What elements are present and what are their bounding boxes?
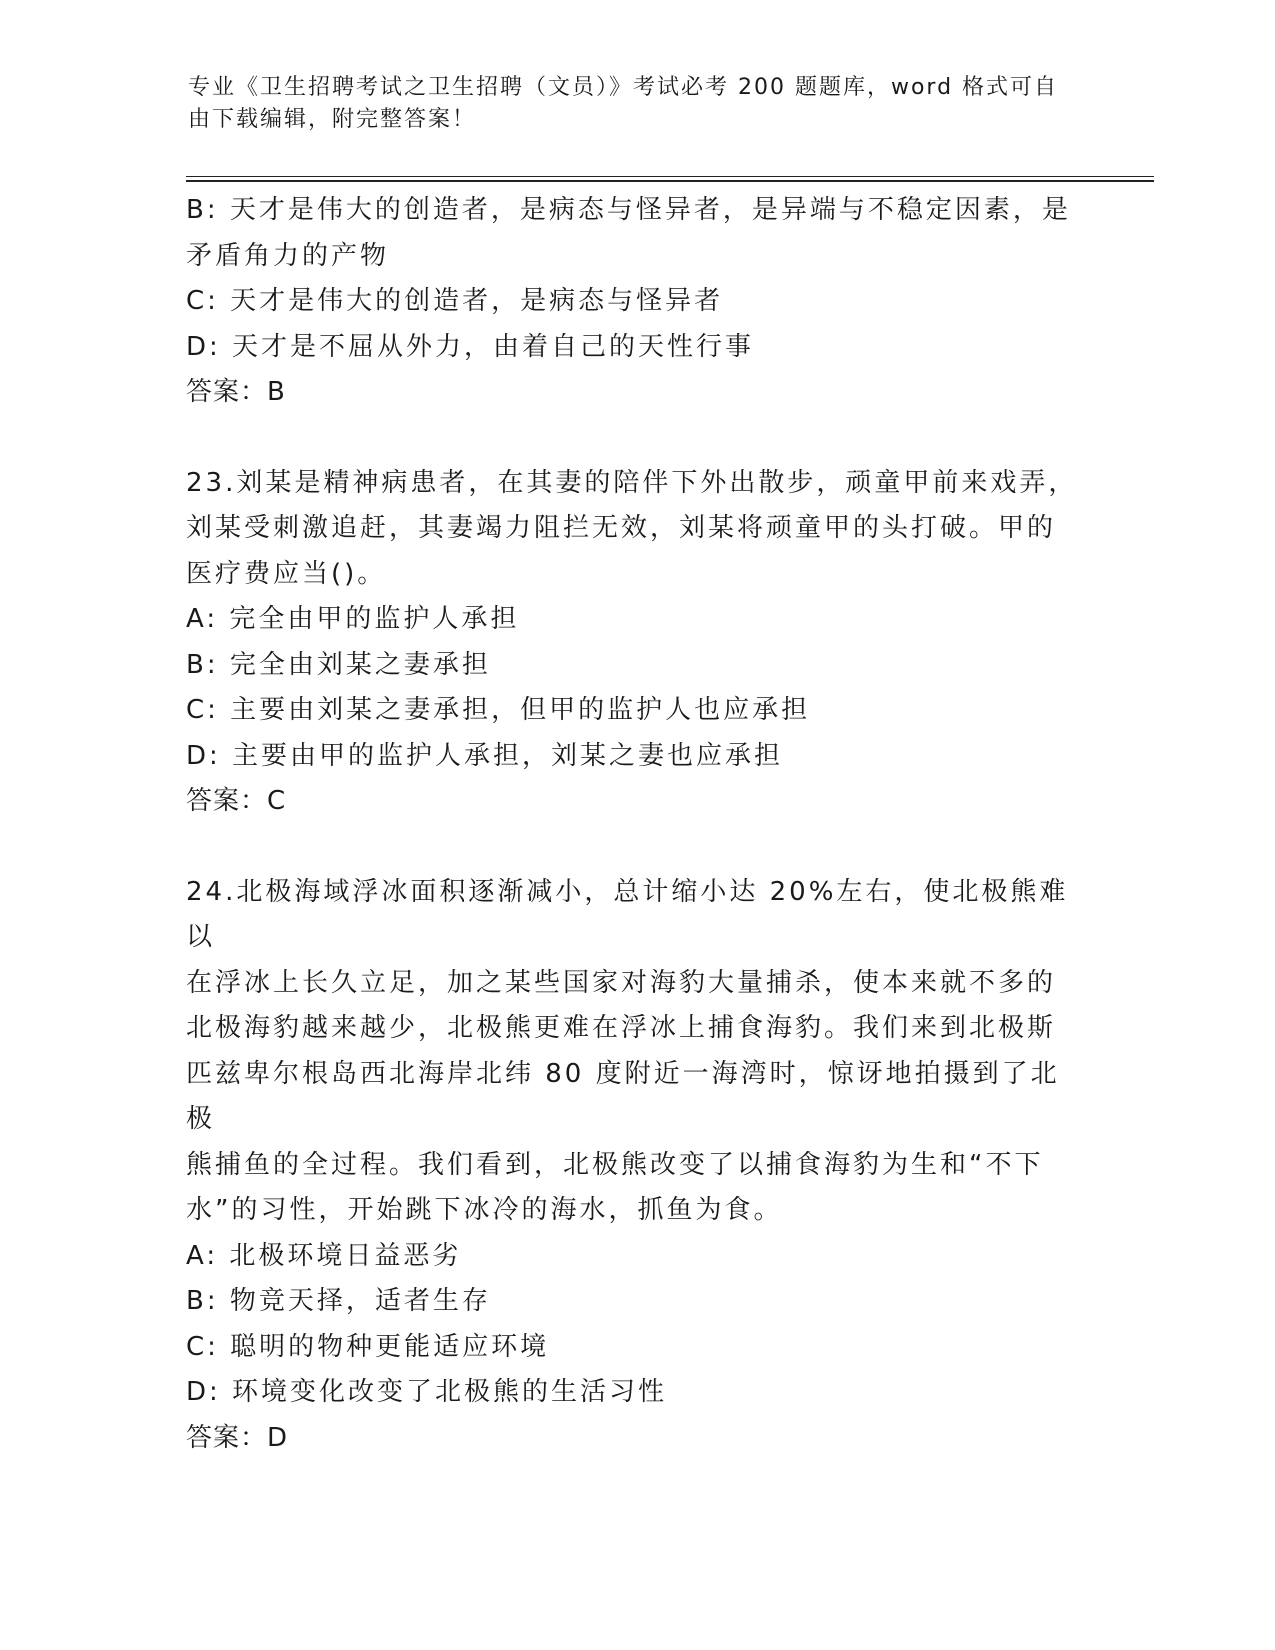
answer-label: 答案：D	[186, 1422, 289, 1453]
option-d: D: 天才是不屈从外力，由着自己的天性行事	[186, 331, 755, 362]
question-23	[186, 461, 1086, 825]
page-header	[188, 72, 1068, 136]
question-24	[186, 870, 1086, 1462]
header-divider	[186, 176, 1154, 182]
question-stem-line: 水”的习性，开始跳下冰冷的海水，抓鱼为食。	[186, 1195, 783, 1225]
option-c: C: 聪明的物种更能适应环境	[186, 1331, 550, 1362]
question-stem-line: 熊捕鱼的全过程。我们看到，北极熊改变了以捕食海豹为生和“不下	[186, 1149, 1044, 1180]
option-d: D: 主要由甲的监护人承担，刘某之妻也应承担	[186, 740, 784, 771]
option-d: D: 环境变化改变了北极熊的生活习性	[186, 1377, 668, 1407]
option-a: A: 完全由甲的监护人承担	[186, 604, 520, 634]
document-body	[186, 188, 1086, 1461]
question-stem-line: 在浮冰上长久立足，加之某些国家对海豹大量捕杀，使本来就不多的	[186, 967, 1057, 998]
question-stem-line: 24.北极海域浮冰面积逐渐减小，总计缩小达 20%左右，使北极熊难以	[186, 876, 1069, 952]
question-stem-line: 医疗费应当()。	[186, 558, 387, 589]
option-a: A: 北极环境日益恶劣	[186, 1240, 462, 1271]
header-line-2: 由下载编辑，附完整答案！	[188, 107, 477, 132]
option-b-continued: 矛盾角力的产物	[186, 240, 390, 271]
option-b: B: 天才是伟大的创造者，是病态与怪异者，是异端与不稳定因素，是	[186, 195, 1071, 225]
header-line-1: 专业《卫生招聘考试之卫生招聘（文员）》考试必考 200 题题库，word 格式可自	[188, 75, 1059, 100]
question-22-continued	[186, 188, 1086, 416]
question-stem-line: 北极海豹越来越少，北极熊更难在浮冰上捕食海豹。我们来到北极斯	[186, 1013, 1057, 1043]
option-b: B: 物竞天择，适者生存	[186, 1286, 491, 1316]
option-c: C: 天才是伟大的创造者，是病态与怪异者	[186, 286, 724, 316]
option-c: C: 主要由刘某之妻承担，但甲的监护人也应承担	[186, 695, 811, 725]
option-b: B: 完全由刘某之妻承担	[186, 649, 491, 680]
question-stem-line: 匹兹卑尔根岛西北海岸北纬 80 度附近一海湾时，惊讶地拍摄到了北极	[186, 1058, 1060, 1134]
answer-label: 答案：B	[186, 377, 286, 407]
question-stem-line: 23.刘某是精神病患者，在其妻的陪伴下外出散步，顽童甲前来戏弄，	[186, 467, 1078, 498]
answer-label: 答案：C	[186, 786, 287, 816]
question-stem-line: 刘某受刺激追赶，其妻竭力阻拦无效，刘某将顽童甲的头打破。甲的	[186, 513, 1057, 543]
